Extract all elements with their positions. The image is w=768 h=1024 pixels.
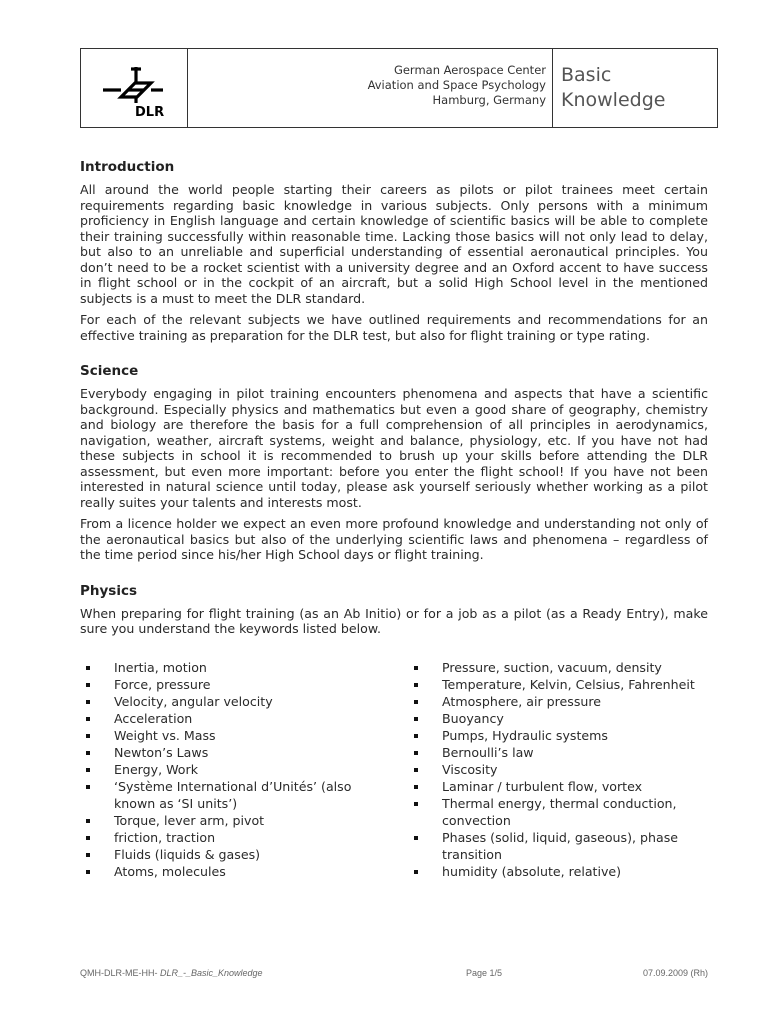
document-title — [553, 49, 717, 127]
keyword-text: Atmosphere, air pressure — [442, 693, 602, 709]
keyword-item-right — [408, 693, 708, 710]
keyword-text: Velocity, angular velocity — [114, 693, 273, 709]
physics-section — [80, 582, 708, 880]
physics-heading: Physics — [80, 582, 138, 599]
keyword-text: ‘Système International d’Unités’ (also — [114, 778, 352, 794]
dlr-logo-icon — [95, 63, 173, 119]
keyword-text: Weight vs. Mass — [114, 727, 216, 743]
footer-doc-name: DLR_-_Basic_Knowledge — [160, 968, 263, 978]
introduction-paragraph-1: All around the world people starting their careers as pilots or pilot trainees meet certain requirements regarding basic knowledge in various subjects. Only persons with a minimum proficiency in English language and certain knowledge of scientific basics will be able to complete their training successfully within reasonable time. Lacking those basics will not only lead to delay, but also to an unreliable and superficial understanding of essential aeronautical principles. You don’t need to be a rocket scientist with a university degree and an Oxford accent to have success in flight school or in the cockpit of an aircraft, but a solid High School level in the mentioned subjects is a must to meet the DLR standard. — [80, 182, 708, 306]
keyword-item-right — [408, 795, 708, 829]
physics-paragraph: When preparing for flight training (as an Ab Initio) or for a job as a pilot (as a Ready Entry), make sure you understand the keywords listed below. — [80, 605, 708, 636]
org-department: Aviation and Space Psychology — [367, 78, 546, 92]
keyword-item-right — [408, 676, 708, 693]
introduction-heading: Introduction — [80, 159, 175, 175]
logo-text: DLR — [135, 105, 165, 119]
keyword-item-left — [80, 693, 408, 710]
keyword-text: Phases (solid, liquid, gaseous), phase — [442, 829, 679, 845]
keyword-text: humidity (absolute, relative) — [442, 863, 622, 879]
keyword-text: Atoms, molecules — [114, 863, 226, 879]
introduction-section — [80, 158, 708, 343]
keyword-item-left — [80, 812, 408, 829]
keyword-text: Laminar / turbulent flow, vortex — [442, 778, 643, 794]
keyword-text: Torque, lever arm, pivot — [114, 812, 265, 828]
keyword-text: friction, traction — [114, 829, 216, 845]
footer-page-number: Page 1/5 — [466, 968, 503, 978]
keyword-item-left — [80, 778, 408, 812]
introduction-paragraph-2: For each of the relevant subjects we have outlined requirements and recommendations for an effective training as preparation for the DLR test, but also for flight training or type rating. — [80, 312, 708, 343]
keyword-item-right — [408, 659, 708, 676]
science-heading: Science — [80, 363, 139, 379]
science-paragraph-1: Everybody engaging in pilot training encounters phenomena and aspects that have a scientific background. Especially physics and mathematics but even a good share of geography, chemistry and biology are therefore the basis for a full comprehension of all principles in aerodynamics, navigation, weather, aircraft systems, weight and balance, physiology, etc. If you have not had these subjects in school it is recommended to brush up your skills before attending the DLR assessment, but even more important: before you enter the flight school! If you have not been interested in natural science until today, please ask yourself seriously whether working as a pilot really suites your talents and interests most. — [80, 386, 708, 510]
keyword-item-left — [80, 676, 408, 693]
keyword-text: Temperature, Kelvin, Celsius, Fahrenheit — [442, 676, 695, 692]
footer-document-id — [80, 968, 263, 978]
keyword-text: convection — [442, 812, 511, 828]
keyword-text: Force, pressure — [114, 676, 211, 692]
keyword-text: Energy, Work — [114, 761, 198, 777]
keyword-text: transition — [442, 846, 502, 862]
keyword-item-left — [80, 846, 408, 863]
science-section — [80, 362, 708, 563]
science-paragraph-2: From a licence holder we expect an even more profound knowledge and understanding not only of the aeronautical basics but also of the underlying scientific laws and phenomena – regardless of the time period since his/her High School days or flight training. — [80, 516, 708, 562]
footer-date: 07.09.2009 (Rh) — [642, 968, 708, 978]
keyword-text: Pumps, Hydraulic systems — [442, 727, 608, 743]
physics-keywords-left — [80, 659, 408, 880]
keyword-item-right — [408, 778, 708, 795]
keyword-item-right — [408, 761, 708, 778]
title-line-2: Knowledge — [561, 89, 666, 111]
keyword-text: Pressure, suction, vacuum, density — [442, 659, 662, 675]
keyword-text: Bernoulli’s law — [442, 744, 534, 760]
keyword-item-right — [408, 710, 708, 727]
keyword-item-left — [80, 659, 408, 676]
keyword-item-left — [80, 727, 408, 744]
document-body — [80, 158, 708, 899]
keyword-text: Fluids (liquids & gases) — [114, 846, 261, 862]
keyword-text: Viscosity — [442, 761, 498, 777]
physics-keyword-lists — [80, 659, 708, 880]
keyword-item-left — [80, 710, 408, 727]
keyword-item-left — [80, 829, 408, 846]
keyword-item-left — [80, 744, 408, 761]
keyword-text: Buoyancy — [442, 710, 504, 726]
title-line-1: Basic — [561, 64, 612, 86]
org-location: Hamburg, Germany — [432, 93, 546, 107]
keyword-item-right — [408, 829, 708, 863]
physics-keywords-right — [408, 659, 708, 880]
keyword-text: Newton’s Laws — [114, 744, 209, 760]
keyword-item-right — [408, 744, 708, 761]
keyword-text: known as ‘SI units’) — [114, 795, 238, 811]
org-name: German Aerospace Center — [393, 63, 546, 77]
keyword-text: Inertia, motion — [114, 659, 207, 675]
footer-doc-prefix: QMH-DLR-ME-HH- — [80, 968, 160, 978]
organization-block — [188, 49, 553, 127]
keyword-text: Thermal energy, thermal conduction, — [442, 795, 677, 811]
keyword-text: Acceleration — [114, 710, 193, 726]
keyword-item-right — [408, 727, 708, 744]
document-header — [80, 48, 718, 128]
keyword-item-left — [80, 761, 408, 778]
keyword-item-left — [80, 863, 408, 880]
keyword-item-right — [408, 863, 708, 880]
dlr-logo — [81, 49, 188, 127]
